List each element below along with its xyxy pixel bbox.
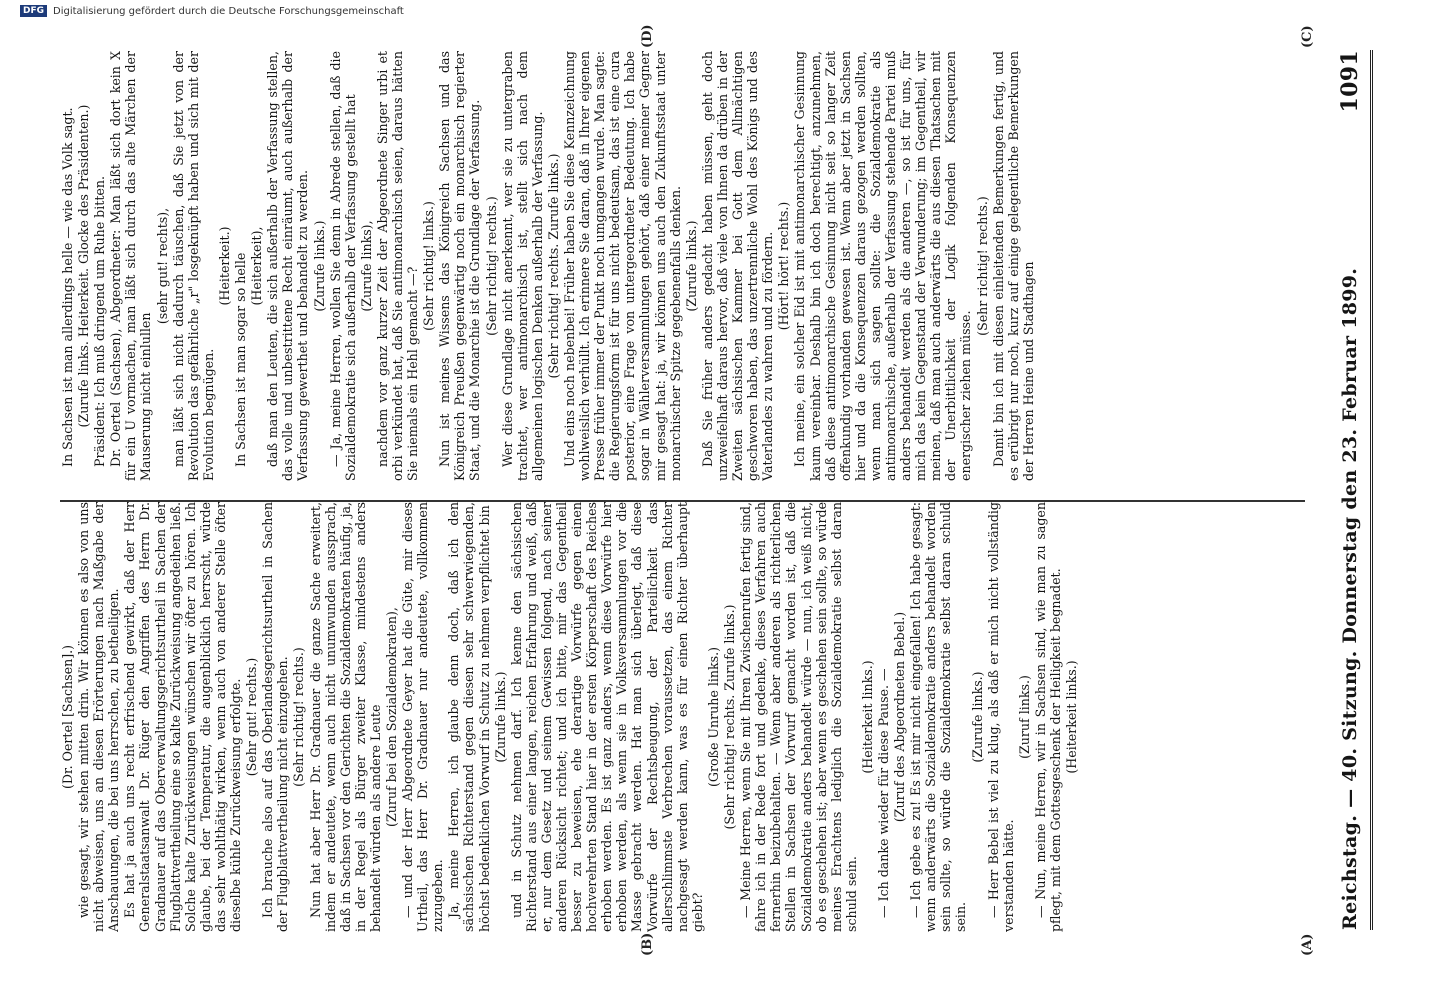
paragraph: (Sehr richtig! links.) (421, 201, 437, 331)
paragraph: Wer diese Grundlage nicht anerkennt, wer sie zu untergraben trachtet, wer antimonarchisch ist, stellt sich nach dem allgemeinen logischen Denken außerhalb der Verfassung. (499, 51, 545, 481)
paragraph: (Zurufe links.) (969, 671, 985, 763)
digitization-credit: Digitalisierung gefördert durch die Deutsche Forschungsgemeinschaft (53, 5, 404, 17)
paragraph: Damit bin ich mit diesen einleitenden Bemerkungen fertig, und es erübrigt nur noch, kurz auf einige gelegentliche Bemerkungen der Herren Heine und Stadthagen (990, 51, 1036, 481)
paragraph: (Sehr gut! rechts.) (244, 657, 260, 777)
paragraph: — und der Herr Abgeordnete Geyer hat die Güte, mir dieses Urtheil, das Herr Dr. Gradnauer nur andeutete, vollkommen zuzugeben. (400, 502, 446, 932)
paragraph: (Zurufe links.) (683, 220, 699, 312)
paragraph: (Hört! hört! rechts.) (776, 201, 792, 331)
paragraph: (Dr. Oertel [Sachsen].) (60, 644, 75, 790)
paragraph: Es hat ja auch uns recht erfrischend gewirkt, daß der Herr Generalstaatsanwalt Dr. Rüger den Angriffen des Herrn Dr. Gradnauer auf das Oberverwaltungsgerichtsurtheil in Sachen der Flugblattvertheilung eine so kalte Zurückweisung angedeihen ließ. Solche kalte Zurückweisungen wünschen wir öfter zu hören. Ich glaube, bei der Temperatur, die augenblicklich herrscht, würde das sehr wohlthätig wirken, wenn auch von anderer Stelle öfter dieselbe kühle Zurückweisung erfolgte. (122, 502, 244, 932)
paragraph: (Heiterkeit links.) (1064, 660, 1080, 774)
paragraph: — Meine Herren, wenn Sie mit Ihren Zwischenrufen fertig sind, fahre ich in der Rede fort und gedenke, dieses Verfahren auch fernerhin beizubehalten. — Wenn aber anderen als richterlichen Stellen in Sachsen der Vorwurf gemacht worden ist, daß die Sozialdemokratie anders behandelt würde — nun, ich weiß nicht, ob es geschehen ist; aber wenn es geschehen sein sollte, so würde meines Erachtens lediglich die Sozialdemokratie selbst daran schuld sein. (738, 502, 859, 932)
paragraph: (Sehr richtig! rechts.) (974, 196, 990, 336)
paragraph: (Sehr richtig! rechts.) (291, 647, 307, 787)
paragraph: (Sehr richtig! rechts.) (483, 196, 499, 336)
margin-letter-a: (A) (1300, 933, 1315, 956)
paragraph: man läßt sich nicht dadurch täuschen, daß Sie jetzt von der Revolution das gefährliche „r" losgeknüpft haben und sich mit der Evolution begnügen. (170, 51, 216, 481)
paragraph: Nun hat aber Herr Dr. Gradnauer die ganze Sache erweitert, indem er andeutete, wenn auch nicht unumwunden aussprach, daß in Sachsen vor den Gerichten die Sozialdemokraten häufig, ja, in der Regel als Bürger zweiter Klasse, mindestens anders behandelt würden als andere Leute (307, 502, 383, 932)
paragraph: — Ich danke wieder für diese Pause. — (875, 668, 891, 918)
right-text-column (60, 51, 1305, 481)
paragraph: (Heiterkeit), (249, 226, 265, 306)
paragraph: (Zurufe links.) (311, 220, 327, 312)
paragraph: Und eins noch nebenbei! Früher haben Sie diese Kennzeichnung wohlweislich verhüllt. Ich erinnere Sie daran, daß in Ihrer eigenen Presse früher immer der Punkt noch umgangen wurde. Man sagte: die Regierungsform ist für uns nicht bedeutsam, das ist eine cura posterior, eine Frage von untergeordneter Bedeutung. Ich habe sogar in Wählerversammlungen gehört, daß einer meiner Gegner mir gesagt hat: ja, wir können uns auch den Zukunftsstaat unter monarchischer Spitze gegebenenfalls denken. (562, 51, 683, 481)
paragraph: Daß Sie früher anders gedacht haben müssen, geht doch unzweifelhaft daraus hervor, daß viele von Ihnen da drüben in der Zweiten sächsischen Kammer bei Gott dem Allmächtigen geschworen haben, das unzertrennliche Wohl des Königs und des Vaterlandes zu wahren und zu fördern. (699, 51, 776, 481)
paragraph: (Sehr richtig! rechts. Zurufe links.) (722, 604, 738, 830)
page-number: 1091 (1337, 50, 1363, 113)
paragraph: In Sachsen ist man sogar so helle (233, 252, 249, 467)
paragraph: Ich brauche also auf das Oberlandesgerichtsurtheil in Sachen der Flugblattvertheilung nicht einzugehen. (260, 502, 291, 932)
margin-letter-c: (C) (1300, 25, 1315, 48)
paragraph: (Zurufe links), (358, 220, 374, 312)
margin-letter-d: (D) (640, 24, 655, 48)
paragraph: (Heiterkeit.) (216, 226, 232, 306)
paragraph: Nun ist meines Wissens das Königreich Sachsen und das Königreich Preußen gegenwärtig noch ein monarchisch regierter Staat, und die Monarchie ist die Grundlage der Verfassung. (437, 51, 483, 481)
paragraph: In Sachsen ist man allerdings helle — wie das Volk sagt. (60, 107, 75, 467)
paragraph: Präsident: Ich muß dringend um Ruhe bitten. (92, 176, 108, 467)
margin-letter-b: (B) (640, 932, 655, 956)
column-divider (60, 500, 1305, 502)
left-text-column (60, 502, 1305, 932)
paragraph: (Sehr richtig! rechts. Zurufe links.) (545, 153, 561, 379)
running-title: Reichstag. — 40. Sitzung. Donnerstag den 23. Februar 1899. (1339, 267, 1361, 930)
digitization-footer (20, 2, 980, 20)
paragraph: — Nun, meine Herren, wir in Sachsen sind, wie man zu sagen pflegt, mit dem Gottesgeschenk der Heiligkeit begnadet. (1032, 502, 1063, 932)
paragraph: (Zuruf links.) (1016, 675, 1032, 759)
paragraph: Ja, meine Herren, ich glaube denn doch, daß ich den sächsischen Richterstand gegen diesen sehr schwerwiegenden, höchst bedenklichen Vorwurf in Schutz zu nehmen verpflichtet bin (446, 502, 492, 932)
paragraph: nachdem vor ganz kurzer Zeit der Abgeordnete Singer urbi et orbi verkündet hat, daß Sie antimonarchisch seien, daraus hätten Sie niemals ein Hehl gemacht —? (374, 51, 421, 481)
paragraph: (Zurufe links. Heiterkeit. Glocke des Präsidenten.) (76, 104, 92, 428)
paragraph: Dr. Oertel (Sachsen), Abgeordneter: Man läßt sich dort kein X für ein U vormachen, man läßt sich durch das alte Märchen der Mauserung nicht einlullen (108, 51, 154, 481)
paragraph: — Herr Bebel ist viel zu klug, als daß er mich nicht vollständig verstanden hätte. (985, 502, 1016, 932)
paragraph: (Zurufe links.) (492, 671, 508, 763)
page-header (1330, 50, 1373, 930)
dfg-logo: DFG (20, 5, 47, 17)
paragraph: daß man den Leuten, die sich außerhalb der Verfassung stellen, das volle und unbestrittene Recht einräumt, auch außerhalb der Verfassung gewerthet und behandelt zu werden. (265, 51, 311, 481)
paragraph: (Zuruf bei den Sozialdemokraten), (383, 607, 399, 827)
paragraph: (sehr gut! rechts), (154, 207, 170, 325)
paragraph: und in Schutz nehmen darf. Ich kenne den sächsischen Richterstand aus einer langen, reichen Erfahrung und weiß, daß er, nur dem Gesetz und seinem Gewissen folgend, nach seiner anderen Rücksicht richtet; und ich bitte, mir das Gegentheil besser zu beweisen, ehe derartige Vorwürfe gegen einen hochverehrten Stand hier in der ersten Körperschaft des Reiches erhoben werden. Es ist ganz anders, wenn diese Vorwürfe hier erhoben werden, als wenn sie in Volksversammlungen vor die Masse gebracht werden. Hat man sich überlegt, daß diese Vorwürfe der Rechtsbeugung, der Parteilichkeit das allerschlimmste Verbrechen voraussetzen, das einem Richter nachgesagt werden kann, was es für einen Richter überhaupt giebt? (508, 502, 705, 932)
paragraph: (Heiterkeit links.) (859, 660, 875, 774)
paragraph: wie gesagt, wir stehen mitten drin. Wir können es also von uns nicht abweisen, uns an diesen Erörterungen nach Maßgabe der Anschauungen, die bei uns herrschen, zu betheiligen. (76, 502, 122, 932)
paragraph: Ich meine, ein solcher Eid ist mit antimonarchischer Gesinnung kaum vereinbar. Deshalb bin ich doch berechtigt, anzunehmen, daß diese antimonarchische Gesinnung nicht seit so langer Zeit offenkundig vorhanden gewesen ist. Wenn aber jetzt in Sachsen hier und da die Konsequenzen daraus gezogen werden sollten, wenn man sich sagen sollte: die Sozialdemokratie als antimonarchische, außerhalb der Verfassung stehende Partei muß anders behandelt werden als die anderen —, so ist für uns, für mich das kein Gegenstand der Verwunderung; im Gegentheil, wir meinen, daß man auch anderwärts die aus diesen Thatsachen mit der Unerbittlichkeit der Logik folgenden Konsequenzen energischer ziehen müsse. (792, 51, 974, 481)
paragraph: — Ich gebe es zu! Es ist mir nicht eingefallen! Ich habe gesagt: wenn anderwärts die Sozialdemokratie anders behandelt worden sein sollte, so würde die Sozialdemokratie selbst daran schuld sein. (908, 502, 969, 932)
paragraph: (Zuruf des Abgeordneten Bebel.) (892, 611, 908, 823)
paragraph: (Große Unruhe links.) (705, 646, 721, 788)
paragraph: — Ja, meine Herren, wollen Sie denn in Abrede stellen, daß die Sozialdemokratie sich außerhalb der Verfassung gestellt hat (327, 51, 358, 481)
